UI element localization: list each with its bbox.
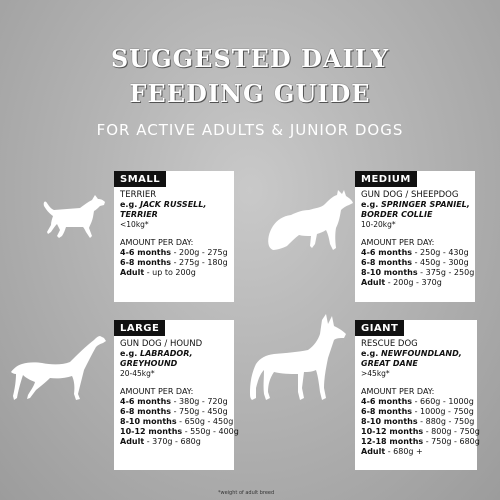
amount-row: 6-8 months - 450g - 300g <box>361 258 469 267</box>
breed-example-line-2: GREAT DANE <box>361 359 418 368</box>
breed-example-line-2: GREYHOUND <box>120 359 178 368</box>
page-subtitle: FOR ACTIVE ADULTS & JUNIOR DOGS <box>96 121 404 139</box>
breed-weight: 20-45kg* <box>120 369 155 378</box>
size-badge: SMALL <box>114 171 166 187</box>
card-medium-panel <box>355 171 475 302</box>
breed-type: TERRIER <box>120 190 157 200</box>
card-large-panel <box>114 320 239 470</box>
page-title-line-2: FEEDING GUIDE <box>129 79 371 108</box>
amount-row: 4-6 months - 660g - 1000g <box>361 397 474 406</box>
amount-row: 8-10 months - 880g - 750g <box>361 417 475 426</box>
amount-row: 4-6 months - 380g - 720g <box>120 397 228 406</box>
breed-example-line-1: e.g. LABRADOR, <box>120 349 193 358</box>
breed-example-line-1: e.g. NEWFOUNDLAND, <box>361 349 462 358</box>
breed-example-line-2: BORDER COLLIE <box>361 210 433 219</box>
great-dane-silhouette-icon <box>246 312 352 402</box>
breed-weight: 10-20kg* <box>361 220 396 229</box>
card-small-panel <box>114 171 234 302</box>
amount-label: AMOUNT PER DAY: <box>361 387 435 396</box>
page-title-line-1: SUGGESTED DAILY <box>110 44 390 73</box>
amount-row: 6-8 months - 750g - 450g <box>120 407 228 416</box>
size-badge: LARGE <box>114 320 165 336</box>
amount-row: 12-18 months - 750g - 680g <box>361 437 480 446</box>
breed-type: RESCUE DOG <box>361 339 418 349</box>
breed-example-line-1: e.g. SPRINGER SPANIEL, <box>361 200 470 209</box>
breed-type: GUN DOG / HOUND <box>120 339 203 349</box>
amount-label: AMOUNT PER DAY: <box>120 387 194 396</box>
breed-weight: <10kg* <box>120 220 149 229</box>
card-giant-panel <box>355 320 480 470</box>
amount-row: 4-6 months - 250g - 430g <box>361 248 469 257</box>
amount-row: 4-6 months - 200g - 275g <box>120 248 228 257</box>
amount-row: Adult - 680g + <box>361 447 423 456</box>
footnote: *weight of adult breed <box>218 490 275 496</box>
amount-row: Adult - 370g - 680g <box>120 437 201 446</box>
amount-row: 10-12 months - 550g - 400g <box>120 427 239 436</box>
size-badge: GIANT <box>355 320 404 336</box>
amount-row: Adult - up to 200g <box>120 268 196 277</box>
amount-row: 8-10 months - 375g - 250g <box>361 268 475 277</box>
amount-row: 6-8 months - 1000g - 750g <box>361 407 474 416</box>
amount-label: AMOUNT PER DAY: <box>361 238 435 247</box>
breed-example-line-1: e.g. JACK RUSSELL, <box>120 200 207 209</box>
size-badge: MEDIUM <box>355 171 417 187</box>
breed-weight: >45kg* <box>361 369 390 378</box>
amount-label: AMOUNT PER DAY: <box>120 238 194 247</box>
greyhound-silhouette-icon <box>8 332 108 402</box>
amount-row: 10-12 months - 800g - 750g <box>361 427 480 436</box>
terrier-silhouette-icon <box>40 192 110 244</box>
breed-type: GUN DOG / SHEEPDOG <box>361 190 459 200</box>
breed-example-line-2: TERRIER <box>120 210 158 219</box>
amount-row: 6-8 months - 275g - 180g <box>120 258 228 267</box>
amount-row: 8-10 months - 650g - 450g <box>120 417 234 426</box>
amount-row: Adult - 200g - 370g <box>361 278 442 287</box>
collie-silhouette-icon <box>263 188 355 254</box>
